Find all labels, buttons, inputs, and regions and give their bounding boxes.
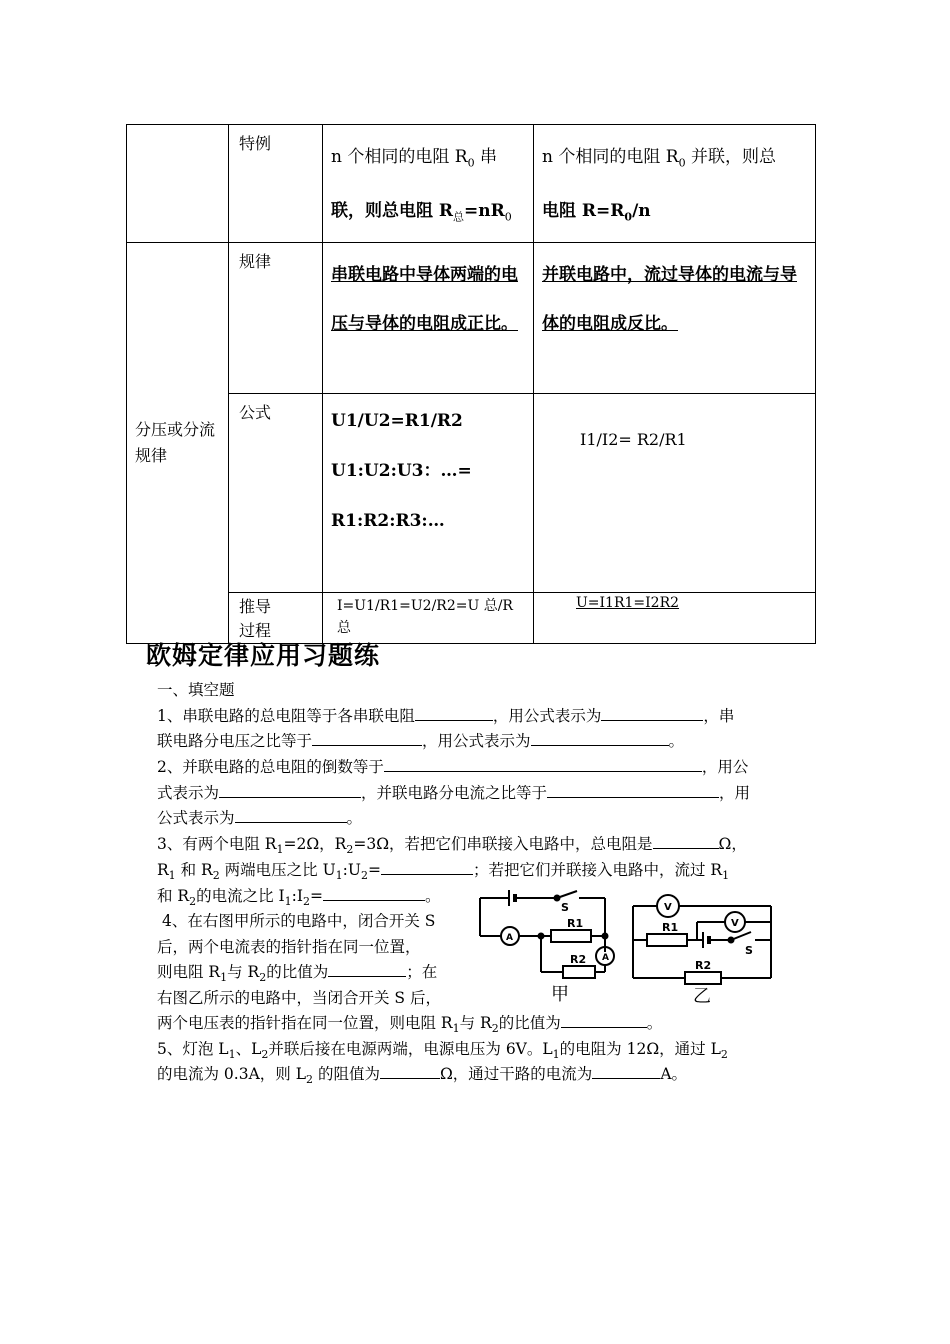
table-row-label [229,125,323,243]
text-run: ；若把它们并联接入电路中，流过 R [472,861,723,879]
text-run: 。 [346,809,363,827]
question-4-line-4: 右图乙所示的电路中，当闭合开关 S 后， [157,989,441,1007]
question-2-line-2 [157,781,750,803]
text-run: n 个相同的电阻 R [542,147,679,167]
text-run: 与 R [459,1014,492,1032]
text-run: 电阻 R=R [542,201,625,222]
circuit-a-labels [506,901,609,1005]
text-run: ，并联电路分电流之比等于 [361,784,548,802]
switch-lever [731,932,751,940]
text-run: ，用公 [701,758,749,776]
ammeter-2-label: A [602,953,609,963]
subscript: 0 [467,156,475,170]
text-run: 则电阻 R [157,963,221,981]
r1-label: R1 [662,921,679,934]
formula-line: R1:R2:R3:… [331,510,445,531]
text-run: =3Ω，若把它们串联接入电路中，总电阻是 [353,835,653,853]
table-cell-parallel-formula [534,393,816,592]
text-run: 的阻值为 [317,1065,380,1083]
subscript: 2 [346,843,354,857]
answer-blank[interactable] [381,859,473,875]
table-cell-parallel-special [534,125,816,243]
answer-blank[interactable] [380,1063,440,1079]
table-row-label [229,393,323,592]
answer-blank[interactable] [415,705,493,721]
switch-label-s: S [745,944,753,957]
text-run: 和 R [157,887,190,905]
answer-blank[interactable] [531,730,669,746]
text-run: Ω，通过干路的电流为 [439,1065,593,1083]
answer-blank[interactable] [312,730,422,746]
question-5-line-1: 5、灯泡 $L_1$、$L_2$并联后接在电源两端，电源电压为 6V。$L_1$的电阻为 12Ω，通过 $L_2$ [157,1040,728,1062]
table-row-label [229,242,323,393]
voltmeter-1-label: V [664,902,672,913]
text-run: 、L [235,1040,262,1058]
formula-parallel-text: I1/I2= R2/R1 [580,429,687,449]
resistor-r2 [563,966,595,978]
text-run: 。 [668,732,685,750]
text-run: Ω， [718,835,747,853]
text-run: =nR [464,201,505,222]
text-run: 式表示为 [157,784,220,802]
resistor-r1 [551,930,591,942]
text-run: 并联后接在电源两端，电源电压为 6V。L [268,1040,553,1058]
question-1-line-1 [157,704,734,726]
circuit-b-labels [662,902,753,1006]
subscript: 0 [624,210,633,224]
formula-line: U1/U2=R1/R2 [331,410,463,431]
text-run: ，用公式表示为 [492,707,602,725]
text-run: 的比值为 [266,963,329,981]
subscript: 1 [276,843,284,857]
text-run: 两端电压之比 U [224,861,336,879]
text-run: 的电流为 0.3A，则 L [157,1065,306,1083]
r2-label: R2 [695,959,712,972]
text-run: 两个电压表的指针指在同一位置，则电阻 R [157,1014,453,1032]
text-run: 的电流之比 I [196,887,285,905]
question-4-line-1: 4、在右图甲所示的电路中，闭合开关 S [162,912,436,930]
answer-blank[interactable] [601,705,703,721]
special-case-label: 特例 [239,134,272,153]
group-label: 分压或分流规律 [135,419,216,465]
table-cell-parallel-derivation [534,592,816,643]
section-heading: 一、填空题 [157,681,235,699]
text-run: ；在 [406,963,438,981]
text-run: 。 [425,887,441,905]
text-run: 2、并联电路的总电阻的倒数等于 [157,758,384,776]
subscript: 0 [678,156,686,170]
text-run: n 个相同的电阻 R [331,147,468,167]
fig-b-caption: 乙 [693,986,711,1006]
text-run: ，用 [719,784,751,802]
ammeter-1-label: A [506,933,513,943]
junction [603,934,608,939]
resistor-r2 [685,972,721,984]
text-run: /n [632,201,651,222]
derivation-series-text: I=U1/R1=U2/R2=U 总/R 总 [337,597,513,636]
formula-line: U1:U2:U3：…= [331,460,472,481]
table-cell-empty [127,125,229,243]
derivation-parallel-text: U=I1R1=I2R2 [576,594,680,611]
text-run: 与 R [227,963,260,981]
formula-label: 公式 [239,402,272,422]
text-run: 和 R [180,861,213,879]
text-run: 的电阻为 12Ω，通过 L [559,1040,721,1058]
question-3-line-2: $R_1$ 和 $R_2$ 两端电压之比 $U_1:U_2=$ ；若把它们并联接入电路中，流过 $R_1$ [157,861,730,883]
subscript: 总 [453,210,465,224]
table-cell-series-special [323,125,534,243]
formula-series-text [323,394,533,546]
answer-blank[interactable] [219,782,361,798]
text-run: 公式表示为 [157,809,235,827]
text-run: 的比值为 [498,1014,561,1032]
text-run: 。 [646,1014,663,1032]
answer-blank[interactable] [235,807,347,823]
text-run: A。 [660,1065,688,1083]
text-run: ，串 [703,707,735,725]
rule-parallel-text: 并联电路中，流过导体的电流与导体的电阻成反比。 [542,264,797,334]
circuit-diagrams [475,884,777,1006]
rule-series-text: 串联电路中导体两端的电压与导体的电阻成正比。 [331,264,518,334]
question-3-line-1 [157,832,747,856]
special-parallel-text [534,125,815,242]
answer-blank[interactable] [561,1012,647,1028]
circuit-a [480,890,614,978]
table-group-cell [127,242,229,643]
text-run: 5、灯泡 L [157,1040,229,1058]
fig-a-caption: 甲 [551,984,569,1005]
answer-blank[interactable] [328,961,406,977]
table-cell-parallel-rule [534,242,816,393]
question-2-line-1 [157,755,748,777]
switch-lever [557,891,577,898]
text-run: 联，则总电阻 R [331,201,454,222]
answer-blank[interactable] [653,833,719,849]
answer-blank[interactable] [384,756,702,772]
text-run: =2Ω，R [283,835,347,853]
question-4-line-3: 则电阻 $R_1$与 $R_2$的比值为 ；在 [157,963,438,985]
derivation-label: 推导过程 [239,596,272,640]
series-parallel-table [126,124,816,644]
voltmeter-2-label: V [731,918,739,929]
subscript: 0 [504,210,512,224]
answer-blank[interactable] [592,1063,660,1079]
switch-label-s: S [561,901,569,914]
question-3-line-3: 和 $R_2$的电流之比 $I_1:I_2=$ 。 [157,887,441,909]
text-run: ，用公式表示为 [422,732,531,750]
text-run: 联电路分电压之比等于 [157,732,313,750]
special-series-text [323,125,533,242]
question-2-line-3 [157,806,362,828]
answer-blank[interactable] [547,782,719,798]
question-4-line-2: 后，两个电流表的指针指在同一位置， [157,938,421,956]
question-5-line-2: 的电流为 0.3A，则 $L_2$ 的阻值为 Ω，通过干路的电流为 A。 [157,1065,688,1087]
text-run: 3、有两个电阻 R [157,835,277,853]
question-1-line-2 [157,729,684,751]
r2-label: R2 [570,953,587,966]
rule-label: 规律 [239,251,272,271]
r1-label: R1 [567,917,584,930]
table-cell-series-rule [323,242,534,393]
question-4-line-5: 两个电压表的指针指在同一位置，则电阻 $R_1$与 $R_2$的比值为 。 [157,1014,663,1036]
text-run: 串 [474,147,497,167]
text-run: 并联，则总 [685,147,776,167]
text-run: 1、串联电路的总电阻等于各串联电阻 [157,707,415,725]
table-cell-series-formula [323,393,534,592]
resistor-r1 [647,934,687,946]
answer-blank[interactable] [323,885,425,901]
page-title: 欧姆定律应用习题练 [146,641,381,670]
